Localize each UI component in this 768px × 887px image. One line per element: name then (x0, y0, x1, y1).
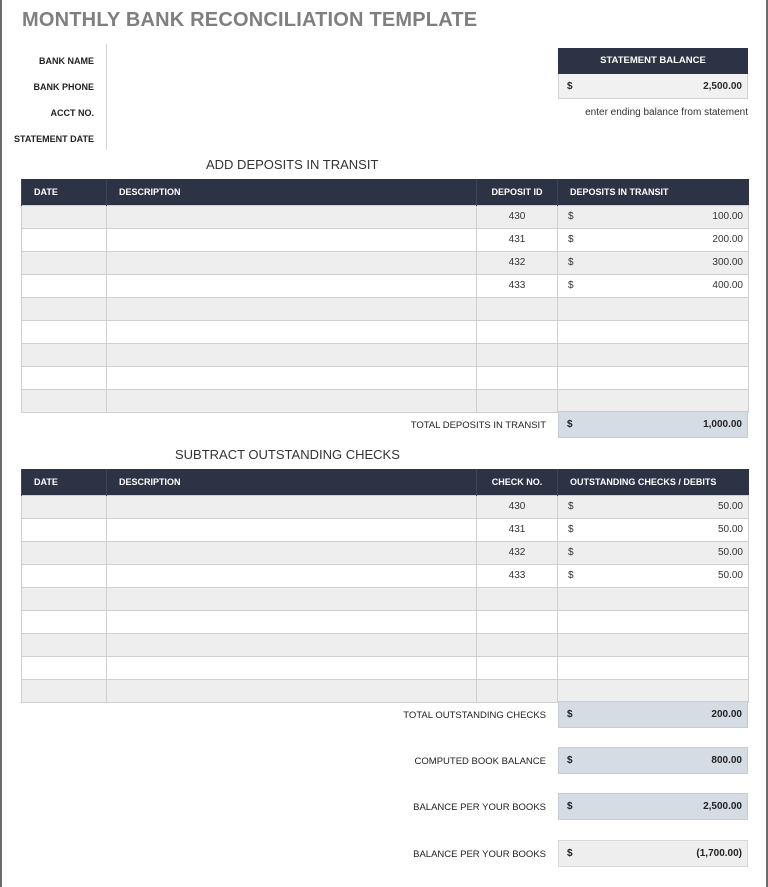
deposit-currency: $ (568, 211, 574, 222)
deposit-id-cell[interactable]: 433 (477, 274, 558, 297)
check-date-cell[interactable] (22, 495, 107, 518)
deposit-row (22, 274, 749, 297)
statement-balance-value: 2,500.00 (703, 80, 742, 92)
check-description-cell[interactable] (107, 495, 477, 518)
deposit-row (22, 205, 749, 228)
deposit-amount-cell[interactable] (558, 228, 749, 251)
deposit-date-cell[interactable] (22, 343, 107, 366)
check-currency: $ (568, 570, 574, 581)
deposit-amount-cell[interactable] (558, 251, 749, 274)
check-amount-cell[interactable] (558, 679, 749, 702)
deposit-date-cell[interactable] (22, 297, 107, 320)
checks-table (21, 469, 749, 703)
check-amount-cell[interactable] (558, 610, 749, 633)
deposit-amount: 300.00 (712, 257, 743, 268)
deposit-amount-cell[interactable] (558, 274, 749, 297)
balance-per-books-currency: $ (567, 801, 573, 812)
check-row (22, 610, 749, 633)
deposit-description-cell[interactable] (107, 320, 477, 343)
check-description-cell[interactable] (107, 518, 477, 541)
check-amount: 50.00 (717, 524, 743, 535)
page-title: MONTHLY BANK RECONCILIATION TEMPLATE (22, 9, 478, 31)
computed-book-balance-box (558, 747, 748, 774)
deposit-date-cell[interactable] (22, 274, 107, 297)
checks-col-date: DATE (22, 469, 107, 495)
checks-col-check-no: CHECK NO. (477, 469, 558, 495)
deposit-id-cell[interactable] (477, 320, 558, 343)
deposit-row (22, 366, 749, 389)
check-date-cell[interactable] (22, 656, 107, 679)
deposit-id-cell[interactable] (477, 343, 558, 366)
check-row (22, 541, 749, 564)
deposit-description-cell[interactable] (107, 297, 477, 320)
check-date-cell[interactable] (22, 518, 107, 541)
total-deposits-label: TOTAL DEPOSITS IN TRANSIT (410, 420, 546, 431)
check-row (22, 656, 749, 679)
check-description-cell[interactable] (107, 587, 477, 610)
deposit-row (22, 228, 749, 251)
deposit-id-cell[interactable]: 430 (477, 205, 558, 228)
bank-name-label: BANK NAME (39, 56, 94, 66)
check-amount-cell[interactable] (558, 587, 749, 610)
balance-difference-currency: $ (567, 848, 573, 859)
deposit-date-cell[interactable] (22, 228, 107, 251)
balance-difference-label: BALANCE PER YOUR BOOKS (413, 849, 546, 860)
deposit-date-cell[interactable] (22, 366, 107, 389)
check-amount: 50.00 (717, 547, 743, 558)
deposit-row (22, 297, 749, 320)
checks-col-description: DESCRIPTION (107, 469, 477, 495)
deposit-description-cell[interactable] (107, 274, 477, 297)
check-currency: $ (568, 524, 574, 535)
deposit-row (22, 320, 749, 343)
total-checks-currency: $ (567, 709, 573, 720)
deposits-table (21, 179, 749, 413)
check-id-cell[interactable] (477, 587, 558, 610)
check-id-cell[interactable]: 433 (477, 564, 558, 587)
check-amount-cell[interactable] (558, 495, 749, 518)
check-description-cell[interactable] (107, 610, 477, 633)
check-amount-cell[interactable] (558, 518, 749, 541)
deposit-amount: 200.00 (712, 234, 743, 245)
deposit-date-cell[interactable] (22, 320, 107, 343)
deposits-col-description: DESCRIPTION (107, 179, 477, 205)
statement-balance-currency: $ (567, 80, 573, 92)
check-id-cell[interactable] (477, 656, 558, 679)
total-deposits-value: 1,000.00 (703, 419, 742, 430)
balance-per-books-label: BALANCE PER YOUR BOOKS (413, 802, 546, 813)
deposit-currency: $ (568, 257, 574, 268)
balance-difference-value: (1,700.00) (696, 848, 742, 859)
balance-per-books-box[interactable] (558, 793, 748, 820)
check-description-cell[interactable] (107, 633, 477, 656)
deposit-description-cell[interactable] (107, 228, 477, 251)
bank-phone-label: BANK PHONE (33, 82, 94, 92)
check-amount-cell[interactable] (558, 656, 749, 679)
check-date-cell[interactable] (22, 633, 107, 656)
computed-book-balance-currency: $ (567, 755, 573, 766)
balance-per-books-value: 2,500.00 (703, 801, 742, 812)
computed-book-balance-value: 800.00 (711, 755, 742, 766)
deposits-col-date: DATE (22, 179, 107, 205)
deposit-id-cell[interactable] (477, 389, 558, 412)
deposit-row (22, 389, 749, 412)
check-description-cell[interactable] (107, 564, 477, 587)
deposit-amount-cell[interactable] (558, 297, 749, 320)
check-amount-cell[interactable] (558, 541, 749, 564)
total-checks-label: TOTAL OUTSTANDING CHECKS (403, 710, 546, 721)
statement-balance-field[interactable] (558, 74, 748, 99)
check-id-cell[interactable]: 432 (477, 541, 558, 564)
deposit-description-cell[interactable] (107, 251, 477, 274)
check-id-cell[interactable] (477, 610, 558, 633)
check-row (22, 495, 749, 518)
deposit-amount-cell[interactable] (558, 343, 749, 366)
deposits-section-title: ADD DEPOSITS IN TRANSIT (206, 157, 379, 172)
deposit-description-cell[interactable] (107, 366, 477, 389)
check-id-cell[interactable]: 430 (477, 495, 558, 518)
check-id-cell[interactable] (477, 633, 558, 656)
check-amount: 50.00 (717, 501, 743, 512)
deposit-description-cell[interactable] (107, 389, 477, 412)
info-divider (106, 44, 107, 150)
deposit-id-cell[interactable] (477, 366, 558, 389)
statement-balance-header: STATEMENT BALANCE (558, 48, 748, 74)
check-row (22, 633, 749, 656)
deposit-row (22, 251, 749, 274)
total-deposits-box (558, 411, 748, 438)
check-description-cell[interactable] (107, 656, 477, 679)
check-id-cell[interactable]: 431 (477, 518, 558, 541)
deposit-date-cell[interactable] (22, 389, 107, 412)
deposit-row (22, 343, 749, 366)
acct-no-label: ACCT NO. (50, 108, 94, 118)
check-row (22, 518, 749, 541)
check-date-cell[interactable] (22, 587, 107, 610)
deposit-id-cell[interactable]: 431 (477, 228, 558, 251)
deposit-currency: $ (568, 234, 574, 245)
balance-difference-box (558, 840, 748, 867)
deposit-amount-cell[interactable] (558, 389, 749, 412)
deposit-amount-cell[interactable] (558, 366, 749, 389)
check-description-cell[interactable] (107, 541, 477, 564)
check-amount-cell[interactable] (558, 564, 749, 587)
total-deposits-currency: $ (567, 419, 573, 430)
checks-section-title: SUBTRACT OUTSTANDING CHECKS (175, 447, 400, 462)
deposit-date-cell[interactable] (22, 205, 107, 228)
deposit-amount: 400.00 (712, 280, 743, 291)
check-row (22, 564, 749, 587)
check-date-cell[interactable] (22, 564, 107, 587)
statement-balance-note: enter ending balance from statement (585, 107, 748, 118)
check-currency: $ (568, 547, 574, 558)
computed-book-balance-label: COMPUTED BOOK BALANCE (414, 756, 546, 767)
check-amount: 50.00 (717, 570, 743, 581)
deposit-amount: 100.00 (712, 211, 743, 222)
deposit-currency: $ (568, 280, 574, 291)
total-checks-value: 200.00 (711, 709, 742, 720)
check-row (22, 587, 749, 610)
deposit-description-cell[interactable] (107, 343, 477, 366)
check-id-cell[interactable] (477, 679, 558, 702)
statement-date-label: STATEMENT DATE (14, 134, 94, 144)
checks-col-amount: OUTSTANDING CHECKS / DEBITS (558, 469, 749, 495)
deposit-amount-cell[interactable] (558, 205, 749, 228)
check-date-cell[interactable] (22, 541, 107, 564)
total-checks-box (558, 701, 748, 728)
deposit-id-cell[interactable] (477, 297, 558, 320)
check-date-cell[interactable] (22, 679, 107, 702)
deposit-amount-cell[interactable] (558, 320, 749, 343)
check-currency: $ (568, 501, 574, 512)
check-row (22, 679, 749, 702)
deposit-description-cell[interactable] (107, 205, 477, 228)
deposits-col-deposit-id: DEPOSIT ID (477, 179, 558, 205)
statement-balance-box (558, 48, 748, 99)
deposit-date-cell[interactable] (22, 251, 107, 274)
deposits-col-amount: DEPOSITS IN TRANSIT (558, 179, 749, 205)
deposit-id-cell[interactable]: 432 (477, 251, 558, 274)
check-description-cell[interactable] (107, 679, 477, 702)
check-date-cell[interactable] (22, 610, 107, 633)
check-amount-cell[interactable] (558, 633, 749, 656)
